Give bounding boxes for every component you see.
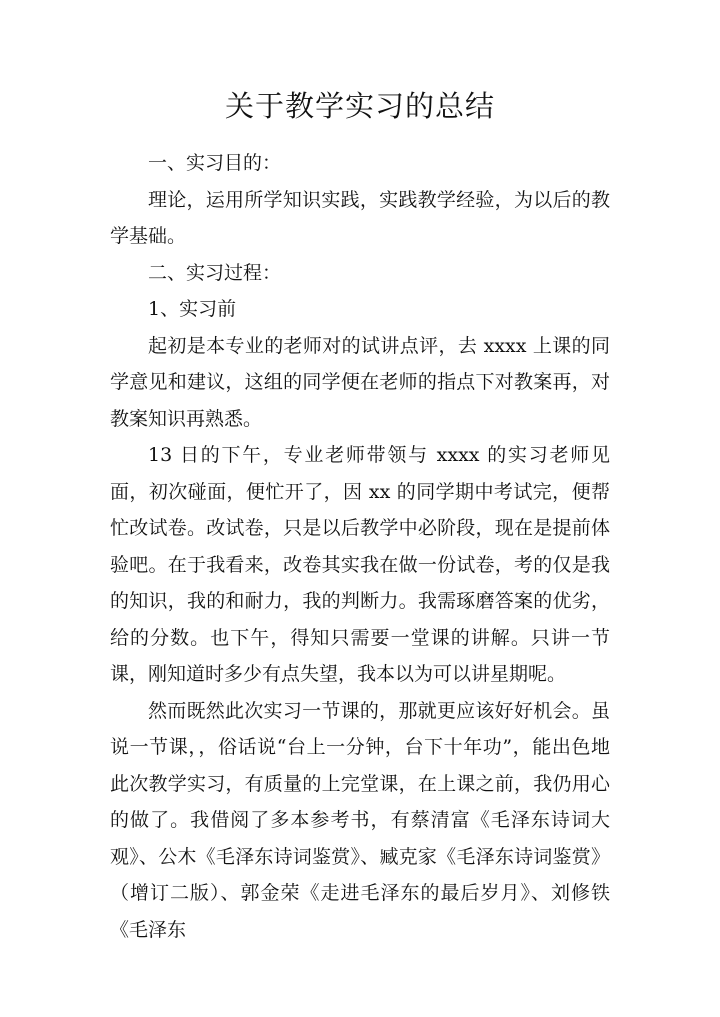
document-title: 关于教学实习的总结 [224, 89, 495, 123]
paragraph-meeting: 13 日的下午，专业老师带领与 xxxx 的实习老师见面，初次碰面，便忙开了，因 xx 的同学期中考试完，便帮忙改试卷。改试卷，只是以后教学中必阶段，现在是提前体验吧。在于我看来，改卷其实我在做一份试卷，考的仅是我的知识，我的和耐力，我的判断力。我需琢磨答案的优劣，给的分数。也下午，得知只需要一堂课的讲解。只讲一节课，刚知道时多少有点失望，我本以为可以讲星期呢。 [110, 444, 610, 685]
section-heading-process: 二、实习过程： [148, 261, 282, 284]
paragraph-preparation: 然而既然此次实习一节课的，那就更应该好好机会。虽说一节课，，俗话说“台上一分钟，台下十年功”，能出色地此次教学实习，有质量的上完堂课，在上课之前，我仍用心的做了。我借阅了多本参考书，有蔡清富《毛泽东诗词大观》、公木《毛泽东诗词鉴赏》、臧克家《毛泽东诗词鉴赏》（增订二版）、郭金荣《走进毛泽东的最后岁月》、刘修铁《毛泽东 [110, 699, 610, 941]
paragraph-initial-review: 起初是本专业的老师对的试讲点评，去 xxxx 上课的同学意见和建议，这组的同学便在老师的指点下对教案再，对教案知识再熟悉。 [110, 334, 610, 430]
section-heading-purpose: 一、实习目的： [148, 152, 282, 174]
paragraph-purpose: 理论，运用所学知识实践，实践教学经验，为以后的教学基础。 [110, 188, 610, 247]
document-body [110, 145, 610, 948]
subheading-before-internship: 1、实习前 [148, 298, 237, 320]
